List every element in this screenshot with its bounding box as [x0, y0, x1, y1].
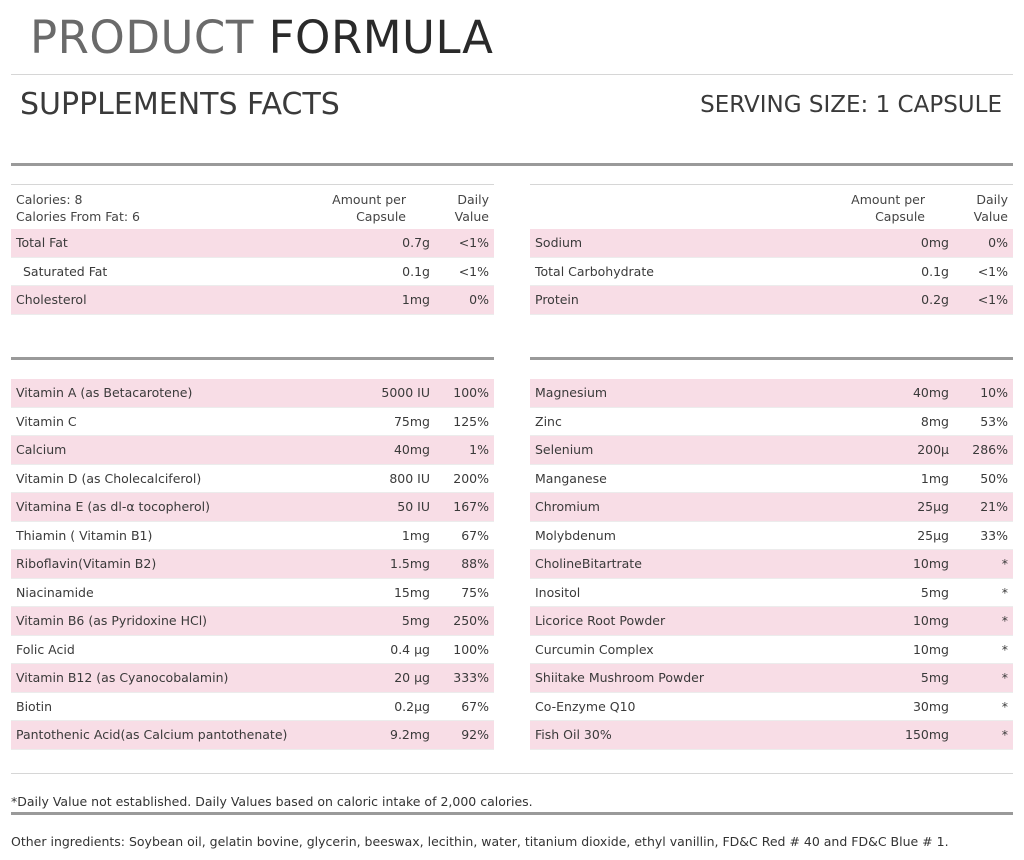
title-divider	[11, 74, 1013, 75]
nutrient-daily-value: <1%	[977, 292, 1008, 307]
nutrient-name: Curcumin Complex	[535, 641, 654, 657]
table-row	[530, 465, 1013, 494]
vitamins-table-right	[530, 357, 1013, 750]
table-row	[530, 522, 1013, 551]
table-row	[11, 607, 494, 636]
nutrient-name: Calcium	[16, 442, 67, 457]
nutrient-name: Fish Oil 30%	[535, 727, 612, 742]
nutrient-amount: 10mg	[912, 641, 949, 657]
daily-header-line1: Daily	[457, 192, 489, 207]
vitamins-right-rows	[530, 379, 1013, 750]
nutrient-name: Zinc	[535, 413, 562, 429]
nutrient-name: Vitamin D (as Cholecalciferol)	[16, 470, 202, 486]
nutrient-amount: 150mg	[905, 727, 949, 742]
nutrient-daily-value: 286%	[972, 442, 1008, 457]
table-row	[530, 408, 1013, 437]
table-row	[11, 229, 494, 258]
nutrient-daily-value: 75%	[461, 584, 489, 600]
nutrient-amount: 5mg	[920, 670, 949, 685]
nutrient-amount: 25µg	[917, 527, 949, 543]
nutrient-daily-value: 21%	[980, 499, 1008, 514]
nutrient-name: Magnesium	[535, 385, 608, 400]
nutrient-amount: 30mg	[912, 698, 949, 714]
nutrient-amount: 8mg	[920, 413, 949, 429]
table-row	[11, 522, 494, 551]
nutrient-name: Protein	[535, 292, 579, 307]
nutrient-name: Selenium	[535, 442, 594, 457]
nutrient-daily-value: 0%	[469, 292, 489, 307]
nutrient-name: Biotin	[16, 698, 52, 714]
nutrient-amount: 40mg	[393, 442, 430, 457]
nutrient-amount: 5mg	[401, 613, 430, 628]
table-row	[530, 379, 1013, 408]
footnote: *Daily Value not established. Daily Values based on caloric intake of 2,000 calories.	[11, 794, 533, 809]
nutrient-daily-value: 50%	[980, 470, 1008, 486]
nutrient-amount: 1.5mg	[390, 556, 430, 571]
daily-value-header	[455, 191, 489, 225]
nutrient-name: Vitamin B12 (as Cyanocobalamin)	[16, 670, 229, 685]
macro-table-right	[530, 184, 1013, 315]
nutrient-amount: 25µg	[917, 499, 949, 514]
nutrient-amount: 5mg	[920, 584, 949, 600]
table-row	[530, 579, 1013, 608]
nutrient-name: Vitamin C	[16, 413, 77, 429]
nutrient-name: Total Carbohydrate	[535, 263, 654, 279]
nutrient-amount: 75mg	[393, 413, 430, 429]
nutrient-daily-value: 167%	[453, 499, 489, 514]
table-header	[530, 185, 1013, 229]
table-row	[11, 721, 494, 750]
calories-info	[16, 191, 140, 225]
table-row	[11, 550, 494, 579]
table-row	[530, 664, 1013, 693]
table-row	[11, 664, 494, 693]
nutrient-name: Shiitake Mushroom Powder	[535, 670, 705, 685]
table-row	[11, 379, 494, 408]
table-row	[11, 436, 494, 465]
facts-heading: SUPPLEMENTS FACTS	[20, 87, 340, 122]
nutrient-daily-value: 0%	[988, 235, 1008, 250]
nutrient-name: Sodium	[535, 235, 583, 250]
table-row	[530, 693, 1013, 722]
amount-header	[851, 191, 925, 225]
table-row	[530, 493, 1013, 522]
daily-header-line2: Value	[454, 209, 489, 224]
vitamins-table-left	[11, 357, 494, 750]
nutrient-daily-value: 333%	[453, 670, 489, 685]
nutrient-daily-value: 200%	[453, 470, 489, 486]
nutrient-amount: 0.1g	[921, 263, 949, 279]
nutrient-amount: 10mg	[912, 556, 949, 571]
panel-spacer	[11, 360, 494, 379]
nutrient-daily-value: 53%	[980, 413, 1008, 429]
nutrient-daily-value: 100%	[453, 641, 489, 657]
panel-spacer	[530, 360, 1013, 379]
macro-table-left	[11, 184, 494, 315]
table-row	[11, 465, 494, 494]
amount-header-line2: Capsule	[875, 209, 925, 224]
table-row	[530, 636, 1013, 665]
table-row	[11, 579, 494, 608]
nutrient-daily-value: *	[1001, 641, 1008, 657]
nutrient-amount: 0.7g	[402, 235, 430, 250]
nutrient-name: Folic Acid	[16, 641, 75, 657]
table-row	[530, 607, 1013, 636]
nutrient-name: Vitamin B6 (as Pyridoxine HCl)	[16, 613, 208, 628]
other-ingredients: Other ingredients: Soybean oil, gelatin bovine, glycerin, beeswax, lecithin, water, titanium dioxide, ethyl vanillin, FD&C Red # 40 and FD&C Blue # 1.	[11, 834, 949, 849]
amount-header-line2: Capsule	[356, 209, 406, 224]
nutrient-amount: 5000 IU	[381, 385, 430, 400]
nutrient-amount: 10mg	[912, 613, 949, 628]
nutrient-amount: 0.4 µg	[390, 641, 430, 657]
table-row	[530, 550, 1013, 579]
table-row	[530, 258, 1013, 287]
serving-size: SERVING SIZE: 1 CAPSULE	[700, 92, 1002, 118]
nutrient-amount: 1mg	[920, 470, 949, 486]
table-row	[11, 493, 494, 522]
nutrient-amount: 200µ	[917, 442, 949, 457]
nutrient-daily-value: 125%	[453, 413, 489, 429]
table-row	[11, 286, 494, 315]
title-light: PRODUCT	[30, 11, 254, 64]
nutrient-daily-value: 250%	[453, 613, 489, 628]
nutrient-amount: 0mg	[920, 235, 949, 250]
daily-value-header	[974, 191, 1008, 225]
nutrient-amount: 800 IU	[389, 470, 430, 486]
table-header	[11, 185, 494, 229]
nutrient-daily-value: *	[1001, 584, 1008, 600]
daily-header-line1: Daily	[976, 192, 1008, 207]
nutrient-daily-value: 1%	[469, 442, 489, 457]
amount-header-line1: Amount per	[851, 192, 925, 207]
table-row	[530, 721, 1013, 750]
nutrient-daily-value: 67%	[461, 698, 489, 714]
table-row	[530, 286, 1013, 315]
nutrient-name: Riboflavin(Vitamin B2)	[16, 556, 157, 571]
nutrient-name: Saturated Fat	[23, 263, 108, 279]
vitamins-left-rows	[11, 379, 494, 750]
nutrient-daily-value: 88%	[461, 556, 489, 571]
nutrient-name: Total Fat	[16, 235, 68, 250]
nutrient-name: Inositol	[535, 584, 581, 600]
table-row	[530, 436, 1013, 465]
nutrient-daily-value: 67%	[461, 527, 489, 543]
nutrient-name: Chromium	[535, 499, 600, 514]
nutrient-daily-value: 33%	[980, 527, 1008, 543]
nutrient-amount: 1mg	[401, 527, 430, 543]
nutrient-name: Manganese	[535, 470, 607, 486]
nutrient-daily-value: <1%	[977, 263, 1008, 279]
nutrient-name: Co-Enzyme Q10	[535, 698, 636, 714]
nutrient-name: CholineBitartrate	[535, 556, 642, 571]
nutrient-name: Vitamina E (as dl-α tocopherol)	[16, 499, 211, 514]
calories: Calories: 8	[16, 192, 83, 207]
nutrient-daily-value: *	[1001, 727, 1008, 742]
nutrient-amount: 0.1g	[402, 263, 430, 279]
nutrient-daily-value: *	[1001, 556, 1008, 571]
footnote-top-rule	[11, 773, 1013, 774]
nutrient-amount: 0.2µg	[394, 698, 430, 714]
table-row	[11, 693, 494, 722]
page-title	[30, 10, 493, 66]
table-row	[530, 229, 1013, 258]
nutrient-name: Vitamin A (as Betacarotene)	[16, 385, 193, 400]
nutrient-amount: 50 IU	[397, 499, 430, 514]
amount-header-line1: Amount per	[332, 192, 406, 207]
nutrient-name: Cholesterol	[16, 292, 87, 307]
nutrient-amount: 1mg	[401, 292, 430, 307]
title-bold: FORMULA	[268, 11, 494, 64]
table-row	[11, 636, 494, 665]
nutrient-name: Molybdenum	[535, 527, 616, 543]
nutrient-amount: 9.2mg	[390, 727, 430, 742]
nutrient-name: Pantothenic Acid(as Calcium pantothenate)	[16, 727, 288, 742]
header-divider	[11, 163, 1013, 166]
nutrient-daily-value: *	[1001, 698, 1008, 714]
nutrient-name: Licorice Root Powder	[535, 613, 666, 628]
nutrient-daily-value: 92%	[461, 727, 489, 742]
nutrient-daily-value: *	[1001, 670, 1008, 685]
nutrient-amount: 40mg	[912, 385, 949, 400]
nutrient-daily-value: <1%	[458, 235, 489, 250]
nutrient-amount: 20 µg	[394, 670, 430, 685]
daily-header-line2: Value	[973, 209, 1008, 224]
table-row	[11, 408, 494, 437]
footnote-bottom-rule	[11, 812, 1013, 815]
calories-from-fat: Calories From Fat: 6	[16, 209, 140, 224]
nutrient-daily-value: <1%	[458, 263, 489, 279]
nutrient-name: Thiamin ( Vitamin B1)	[16, 527, 153, 543]
nutrient-name: Niacinamide	[16, 584, 94, 600]
nutrient-daily-value: 100%	[453, 385, 489, 400]
nutrient-amount: 0.2g	[921, 292, 949, 307]
nutrient-amount: 15mg	[393, 584, 430, 600]
nutrient-daily-value: *	[1001, 613, 1008, 628]
table-row	[11, 258, 494, 287]
nutrient-daily-value: 10%	[980, 385, 1008, 400]
amount-header	[332, 191, 406, 225]
